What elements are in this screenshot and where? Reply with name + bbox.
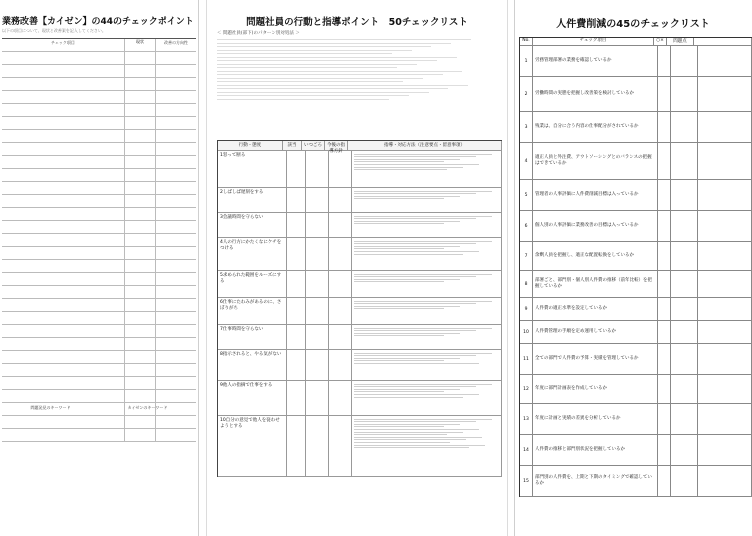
right-row-ok-cell[interactable] — [658, 211, 671, 241]
right-row-number: 8 — [520, 271, 533, 297]
middle-row-action — [218, 325, 287, 349]
right-col-no: No. — [520, 38, 533, 45]
right-row-extra-cell[interactable] — [698, 321, 752, 343]
right-table-header — [520, 38, 752, 46]
left-table-row — [2, 429, 196, 442]
middle-row-label: 指示されると、やる気がない — [222, 352, 282, 357]
middle-row-cell[interactable] — [306, 381, 329, 415]
middle-row-action — [218, 298, 287, 324]
right-table-row — [520, 46, 752, 77]
middle-table-row — [218, 325, 502, 350]
right-row-number: 14 — [520, 435, 533, 465]
middle-row-number: 3 — [220, 215, 223, 220]
middle-table-row — [218, 298, 502, 325]
left-table-row — [2, 65, 196, 78]
middle-row-label: しばしば遅刻をする — [222, 190, 264, 195]
right-row-ok-cell[interactable] — [658, 271, 671, 297]
right-sheet-title: 人件費削減の45のチェックリスト — [556, 19, 710, 30]
right-row-number: 13 — [520, 404, 533, 434]
right-row-item: 労働時間の実態を把握し改善策を検討しているか — [533, 77, 658, 111]
middle-notes-text — [217, 39, 499, 100]
left-table-row — [2, 195, 196, 208]
right-row-extra-cell[interactable] — [698, 375, 752, 403]
mid-col-plan: 今後の指導方針 — [325, 141, 348, 150]
middle-table-row — [218, 381, 502, 416]
left-table-row — [2, 156, 196, 169]
right-row-number: 6 — [520, 211, 533, 241]
right-table-row — [520, 112, 752, 143]
middle-notes — [217, 30, 499, 102]
right-row-extra-cell[interactable] — [698, 143, 752, 179]
right-table-row — [520, 321, 752, 344]
left-table-row — [2, 299, 196, 312]
right-sheet — [514, 0, 751, 536]
middle-row-cell[interactable] — [287, 381, 306, 415]
right-table-row — [520, 180, 752, 211]
middle-sheet-title: 問題社員の行動と指導ポイント 50チェックリスト — [246, 17, 468, 28]
left-table-row — [2, 247, 196, 260]
middle-row-detail — [352, 188, 502, 212]
middle-checklist-table — [217, 140, 502, 477]
middle-row-label: 人の行方にかたくなにケチをつける — [220, 240, 282, 251]
middle-row-action — [218, 271, 287, 297]
middle-row-cell[interactable] — [306, 298, 329, 324]
left-table-row — [2, 130, 196, 143]
middle-row-cell[interactable] — [329, 350, 352, 380]
middle-row-label: 求められた範囲をルーズにする — [220, 273, 282, 284]
middle-row-cell[interactable] — [287, 350, 306, 380]
middle-row-detail — [352, 298, 502, 324]
right-table-row — [520, 242, 752, 271]
left-table-row — [2, 416, 196, 429]
middle-row-cell[interactable] — [287, 416, 306, 476]
right-row-issue-cell[interactable] — [671, 211, 698, 241]
right-table-row — [520, 404, 752, 435]
right-row-extra-cell[interactable] — [698, 298, 752, 320]
middle-section-label: ＜ 問題社員(部下)のパターン別対処法 ＞ — [217, 31, 300, 36]
middle-row-cell[interactable] — [306, 238, 329, 270]
left-table-row — [2, 78, 196, 91]
right-table-row — [520, 77, 752, 112]
left-table-row — [2, 91, 196, 104]
right-col-ng: 問題点 — [667, 38, 694, 45]
middle-row-cell[interactable] — [329, 238, 352, 270]
middle-row-label: 怒って断る — [222, 153, 246, 158]
right-table-row — [520, 143, 752, 180]
right-row-item: 管理者の人事評価に人件費削減目標は入っているか — [533, 180, 658, 210]
left-sheet-title: 業務改善【カイゼン】の44のチェックポイント — [2, 17, 194, 27]
middle-row-cell[interactable] — [329, 213, 352, 237]
right-row-number: 2 — [520, 77, 533, 111]
right-row-number: 9 — [520, 298, 533, 320]
right-col-item: チェック項目 — [533, 38, 654, 45]
middle-table-row — [218, 238, 502, 271]
left-table-row — [2, 273, 196, 286]
middle-row-number: 1 — [220, 153, 223, 158]
right-row-number: 4 — [520, 143, 533, 179]
middle-table-header — [218, 141, 502, 154]
right-row-issue-cell[interactable] — [671, 298, 698, 320]
left-table-header — [2, 39, 196, 52]
middle-row-cell[interactable] — [306, 271, 329, 297]
left-table-row — [2, 260, 196, 273]
left-table-row — [2, 169, 196, 182]
mid-col-action: 行動・態度 — [218, 141, 283, 150]
middle-row-number: 8 — [220, 352, 223, 357]
middle-table-row — [218, 350, 502, 381]
middle-row-cell[interactable] — [329, 298, 352, 324]
right-row-item: 全ての部門で人件費の予算・実績を管理しているか — [533, 344, 658, 374]
right-row-item: 人件費の適正水準を設定しているか — [533, 298, 658, 320]
middle-row-cell[interactable] — [306, 151, 329, 187]
left-table-row — [2, 52, 196, 65]
middle-row-number: 9 — [220, 383, 223, 388]
right-row-ok-cell[interactable] — [658, 112, 671, 142]
right-col-ok: ○× — [654, 38, 667, 45]
middle-row-number: 6 — [220, 300, 223, 305]
keywords-kaizen: カイゼンのキーワード — [127, 405, 168, 410]
middle-row-cell[interactable] — [287, 271, 306, 297]
left-table-row — [2, 364, 196, 377]
left-checklist-table — [2, 38, 196, 442]
middle-row-cell[interactable] — [329, 271, 352, 297]
right-row-issue-cell[interactable] — [671, 143, 698, 179]
right-row-extra-cell[interactable] — [698, 46, 752, 76]
right-row-ok-cell[interactable] — [658, 466, 671, 496]
middle-row-cell[interactable] — [329, 188, 352, 212]
middle-row-detail — [352, 416, 502, 476]
right-row-issue-cell[interactable] — [671, 180, 698, 210]
middle-row-number: 5 — [220, 273, 223, 278]
left-table-row — [2, 351, 196, 364]
right-col-extra — [694, 38, 752, 45]
middle-row-cell[interactable] — [329, 416, 352, 476]
left-table-row — [2, 312, 196, 325]
right-row-number: 3 — [520, 112, 533, 142]
right-row-ok-cell[interactable] — [658, 242, 671, 270]
right-row-ok-cell[interactable] — [658, 375, 671, 403]
middle-row-cell[interactable] — [287, 213, 306, 237]
right-row-item: 余剰人員を把握し、適正な配置転換をしているか — [533, 242, 658, 270]
right-row-number: 5 — [520, 180, 533, 210]
left-table-row — [2, 104, 196, 117]
left-sheet-intro: 以下の項目について、現状と改善案を記入してください。 — [2, 28, 106, 33]
right-row-item: 部門別の人件費を、上期と下期のタイミングで確認しているか — [533, 466, 658, 496]
right-row-extra-cell[interactable] — [698, 112, 752, 142]
left-keywords — [2, 405, 196, 411]
right-row-ok-cell[interactable] — [658, 404, 671, 434]
middle-row-detail — [352, 350, 502, 380]
left-sheet — [0, 0, 199, 536]
middle-row-cell[interactable] — [287, 238, 306, 270]
right-row-ok-cell[interactable] — [658, 321, 671, 343]
right-row-item: 適正人員と外注費、アウトソーシングとのバランスの把握はできているか — [533, 143, 658, 179]
middle-row-cell[interactable] — [306, 213, 329, 237]
right-row-number: 10 — [520, 321, 533, 343]
middle-row-detail — [352, 381, 502, 415]
right-row-ok-cell[interactable] — [658, 435, 671, 465]
middle-row-action — [218, 151, 287, 187]
middle-row-label: 自分の意見で他人を従わせようとする — [220, 418, 280, 429]
middle-row-action — [218, 238, 287, 270]
middle-row-detail — [352, 213, 502, 237]
middle-table-row — [218, 416, 502, 477]
middle-table-row — [218, 271, 502, 298]
right-row-number: 12 — [520, 375, 533, 403]
middle-row-number: 7 — [220, 327, 223, 332]
left-table-row — [2, 117, 196, 130]
right-row-extra-cell[interactable] — [698, 435, 752, 465]
middle-row-action — [218, 213, 287, 237]
middle-row-detail — [352, 151, 502, 187]
right-row-number: 15 — [520, 466, 533, 496]
right-row-ok-cell[interactable] — [658, 143, 671, 179]
left-table-row — [2, 286, 196, 299]
middle-row-cell[interactable] — [329, 151, 352, 187]
middle-row-cell[interactable] — [329, 381, 352, 415]
right-row-item: 個人別の人事評価に業務改善の目標は入っているか — [533, 211, 658, 241]
right-row-issue-cell[interactable] — [671, 242, 698, 270]
right-table-row — [520, 375, 752, 404]
middle-row-cell[interactable] — [287, 325, 306, 349]
middle-table-row — [218, 213, 502, 238]
right-table-row — [520, 271, 752, 298]
right-table-row — [520, 211, 752, 242]
middle-row-action — [218, 416, 287, 476]
right-row-extra-cell[interactable] — [698, 242, 752, 270]
right-row-item: 人件費の推移と部門別状況を把握しているか — [533, 435, 658, 465]
left-table-row — [2, 208, 196, 221]
right-row-extra-cell[interactable] — [698, 211, 752, 241]
right-row-extra-cell[interactable] — [698, 180, 752, 210]
middle-row-cell[interactable] — [329, 325, 352, 349]
left-table-row — [2, 182, 196, 195]
middle-row-cell[interactable] — [306, 416, 329, 476]
right-row-ok-cell[interactable] — [658, 344, 671, 374]
mid-col-check: 該当 — [283, 141, 302, 150]
right-row-extra-cell[interactable] — [698, 344, 752, 374]
left-col-status: 現状 — [125, 39, 156, 51]
right-row-ok-cell[interactable] — [658, 298, 671, 320]
right-row-issue-cell[interactable] — [671, 46, 698, 76]
right-row-issue-cell[interactable] — [671, 271, 698, 297]
left-table-row — [2, 377, 196, 390]
left-col-notes: 改善の方向性 — [164, 40, 188, 45]
middle-row-label: 仕事時間を守らない — [222, 327, 264, 332]
right-row-issue-cell[interactable] — [671, 77, 698, 111]
middle-row-label: 仕事にたわみがあるのに、さぼりがち — [220, 300, 282, 311]
right-row-ok-cell[interactable] — [658, 180, 671, 210]
right-row-number: 7 — [520, 242, 533, 270]
right-row-item: 残業は、自分に合う内容の仕事配分がされているか — [533, 112, 658, 142]
right-row-item: 人件費管理の手順を定め運用しているか — [533, 321, 658, 343]
left-col-items: チェック項目 — [2, 39, 125, 51]
right-row-issue-cell[interactable] — [671, 344, 698, 374]
right-row-ok-cell[interactable] — [658, 77, 671, 111]
middle-row-cell[interactable] — [306, 325, 329, 349]
right-row-item: 労務管理部署の業務を確認しているか — [533, 46, 658, 76]
right-row-issue-cell[interactable] — [671, 112, 698, 142]
middle-table-row — [218, 151, 502, 188]
right-table-row — [520, 298, 752, 321]
middle-row-detail — [352, 325, 502, 349]
mid-col-when: いつごろ — [302, 141, 325, 150]
right-row-issue-cell[interactable] — [671, 404, 698, 434]
keywords-problem: 問題発見のキーワード — [30, 405, 71, 410]
right-table-row — [520, 435, 752, 466]
right-row-item: 年度に計画と実績の差異を分析しているか — [533, 404, 658, 434]
right-row-extra-cell[interactable] — [698, 466, 752, 496]
middle-row-action — [218, 381, 287, 415]
middle-row-detail — [352, 238, 502, 270]
right-row-issue-cell[interactable] — [671, 466, 698, 496]
right-row-item: 年度に部門計画表を作成しているか — [533, 375, 658, 403]
middle-row-action — [218, 350, 287, 380]
right-row-ok-cell[interactable] — [658, 46, 671, 76]
right-row-issue-cell[interactable] — [671, 435, 698, 465]
left-table-row — [2, 325, 196, 338]
middle-row-number: 10 — [220, 418, 226, 423]
right-row-number: 1 — [520, 46, 533, 76]
left-table-row — [2, 221, 196, 234]
middle-row-cell[interactable] — [287, 298, 306, 324]
middle-sheet — [206, 0, 508, 536]
middle-table-row — [218, 188, 502, 213]
left-table-row — [2, 338, 196, 351]
right-row-issue-cell[interactable] — [671, 321, 698, 343]
middle-row-number: 2 — [220, 190, 223, 195]
left-table-row — [2, 234, 196, 247]
right-row-number: 11 — [520, 344, 533, 374]
middle-row-cell[interactable] — [287, 188, 306, 212]
left-table-row — [2, 390, 196, 403]
middle-row-number: 4 — [220, 240, 223, 245]
middle-row-detail — [352, 271, 502, 297]
mid-col-detail: 指導・対応方法（注意要点・留意事項） — [348, 141, 502, 150]
middle-row-cell[interactable] — [306, 188, 329, 212]
right-row-extra-cell[interactable] — [698, 404, 752, 434]
middle-row-cell[interactable] — [287, 151, 306, 187]
middle-row-cell[interactable] — [306, 350, 329, 380]
right-row-item: 部署ごと、部門別・個人別人件費の推移（前年比較）を把握しているか — [533, 271, 658, 297]
middle-row-label: 会議時間を守らない — [222, 215, 264, 220]
right-row-extra-cell[interactable] — [698, 271, 752, 297]
middle-row-label: 他人の指摘で仕事をする — [222, 383, 273, 388]
left-table-row — [2, 143, 196, 156]
right-row-issue-cell[interactable] — [671, 375, 698, 403]
right-checklist-table — [519, 37, 752, 497]
right-table-row — [520, 344, 752, 375]
right-table-row — [520, 466, 752, 497]
middle-row-action — [218, 188, 287, 212]
right-row-extra-cell[interactable] — [698, 77, 752, 111]
